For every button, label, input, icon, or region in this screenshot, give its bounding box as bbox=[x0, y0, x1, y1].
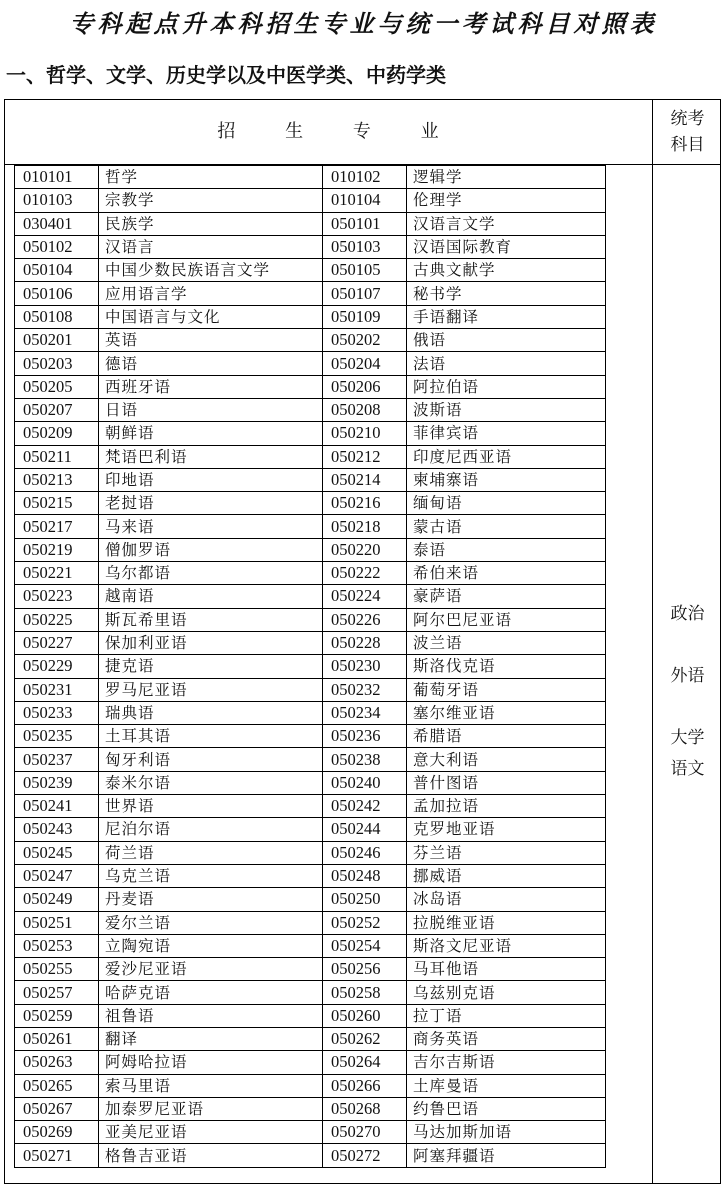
major-code-cell: 050247 bbox=[15, 864, 99, 887]
table-row bbox=[15, 1051, 606, 1074]
major-code-cell: 050214 bbox=[323, 468, 407, 491]
major-name-cell: 马耳他语 bbox=[407, 958, 606, 981]
major-name-cell: 芬兰语 bbox=[407, 841, 606, 864]
major-code-cell: 050260 bbox=[323, 1004, 407, 1027]
major-name-cell: 泰米尔语 bbox=[99, 771, 323, 794]
major-name-cell: 蒙古语 bbox=[407, 515, 606, 538]
major-name-cell: 阿拉伯语 bbox=[407, 375, 606, 398]
table-row bbox=[15, 678, 606, 701]
major-name-cell: 罗马尼亚语 bbox=[99, 678, 323, 701]
major-name-cell: 汉语言 bbox=[99, 235, 323, 258]
major-name-cell: 乌尔都语 bbox=[99, 562, 323, 585]
major-code-cell: 050233 bbox=[15, 701, 99, 724]
major-code-cell: 050102 bbox=[15, 235, 99, 258]
major-code-cell: 010103 bbox=[15, 189, 99, 212]
major-name-cell: 翻译 bbox=[99, 1027, 323, 1050]
table-row bbox=[15, 166, 606, 189]
major-code-cell: 050220 bbox=[323, 538, 407, 561]
major-name-cell: 爱沙尼亚语 bbox=[99, 958, 323, 981]
major-name-cell: 普什图语 bbox=[407, 771, 606, 794]
major-code-cell: 050109 bbox=[323, 305, 407, 328]
major-code-cell: 050107 bbox=[323, 282, 407, 305]
major-code-cell: 050221 bbox=[15, 562, 99, 585]
major-name-cell: 丹麦语 bbox=[99, 888, 323, 911]
table-row bbox=[15, 492, 606, 515]
major-code-cell: 050268 bbox=[323, 1097, 407, 1120]
major-code-cell: 050108 bbox=[15, 305, 99, 328]
major-code-cell: 050238 bbox=[323, 748, 407, 771]
table-row bbox=[15, 1121, 606, 1144]
major-code-cell: 050272 bbox=[323, 1144, 407, 1167]
major-code-cell: 050236 bbox=[323, 725, 407, 748]
major-name-cell: 波斯语 bbox=[407, 398, 606, 421]
table-row bbox=[15, 259, 606, 282]
major-code-cell: 050237 bbox=[15, 748, 99, 771]
table-row bbox=[15, 515, 606, 538]
major-code-cell: 050234 bbox=[323, 701, 407, 724]
major-name-cell: 逻辑学 bbox=[407, 166, 606, 189]
major-code-cell: 050246 bbox=[323, 841, 407, 864]
major-name-cell: 阿塞拜疆语 bbox=[407, 1144, 606, 1167]
major-name-cell: 波兰语 bbox=[407, 631, 606, 654]
major-column-header: 招 生 专 业 bbox=[217, 121, 439, 142]
major-code-cell: 050253 bbox=[15, 934, 99, 957]
major-name-cell: 伦理学 bbox=[407, 189, 606, 212]
major-code-cell: 050228 bbox=[323, 631, 407, 654]
major-code-cell: 050241 bbox=[15, 795, 99, 818]
major-code-cell: 050219 bbox=[15, 538, 99, 561]
major-code-cell: 050223 bbox=[15, 585, 99, 608]
table-row bbox=[15, 981, 606, 1004]
table-row bbox=[15, 934, 606, 957]
major-code-cell: 050263 bbox=[15, 1051, 99, 1074]
major-code-cell: 050256 bbox=[323, 958, 407, 981]
major-name-cell: 希腊语 bbox=[407, 725, 606, 748]
major-name-cell: 菲律宾语 bbox=[407, 422, 606, 445]
major-name-cell: 梵语巴利语 bbox=[99, 445, 323, 468]
major-name-cell: 瑞典语 bbox=[99, 701, 323, 724]
major-code-cell: 050206 bbox=[323, 375, 407, 398]
major-code-cell: 050248 bbox=[323, 864, 407, 887]
table-row bbox=[15, 864, 606, 887]
major-name-cell: 马来语 bbox=[99, 515, 323, 538]
major-code-cell: 050261 bbox=[15, 1027, 99, 1050]
major-code-cell: 050242 bbox=[323, 795, 407, 818]
major-name-cell: 中国语言与文化 bbox=[99, 305, 323, 328]
subject-header-line-2: 科目 bbox=[670, 135, 705, 155]
major-name-cell: 斯洛伐克语 bbox=[407, 655, 606, 678]
major-name-cell: 商务英语 bbox=[407, 1027, 606, 1050]
major-name-cell: 吉尔吉斯语 bbox=[407, 1051, 606, 1074]
table-row bbox=[15, 958, 606, 981]
table-row bbox=[15, 282, 606, 305]
major-code-cell: 050213 bbox=[15, 468, 99, 491]
major-name-cell: 加泰罗尼亚语 bbox=[99, 1097, 323, 1120]
major-code-cell: 050215 bbox=[15, 492, 99, 515]
major-code-cell: 050210 bbox=[323, 422, 407, 445]
major-name-cell: 西班牙语 bbox=[99, 375, 323, 398]
subject-column-header bbox=[654, 106, 721, 158]
major-name-cell: 僧伽罗语 bbox=[99, 538, 323, 561]
table-row bbox=[15, 1144, 606, 1167]
major-code-cell: 050254 bbox=[323, 934, 407, 957]
major-name-cell: 英语 bbox=[99, 329, 323, 352]
table-row bbox=[15, 1074, 606, 1097]
major-name-cell: 汉语国际教育 bbox=[407, 235, 606, 258]
major-name-cell: 葡萄牙语 bbox=[407, 678, 606, 701]
major-code-cell: 010101 bbox=[15, 166, 99, 189]
table-row bbox=[15, 445, 606, 468]
major-name-cell: 斯洛文尼亚语 bbox=[407, 934, 606, 957]
major-code-cell: 050271 bbox=[15, 1144, 99, 1167]
major-name-cell: 哈萨克语 bbox=[99, 981, 323, 1004]
major-code-cell: 050266 bbox=[323, 1074, 407, 1097]
major-code-cell: 050249 bbox=[15, 888, 99, 911]
major-name-cell: 古典文献学 bbox=[407, 259, 606, 282]
major-name-cell: 匈牙利语 bbox=[99, 748, 323, 771]
major-name-cell: 手语翻译 bbox=[407, 305, 606, 328]
table-row bbox=[15, 422, 606, 445]
majors-table bbox=[14, 165, 606, 1168]
major-code-cell: 050244 bbox=[323, 818, 407, 841]
subject-politics: 政治 bbox=[670, 604, 705, 624]
major-code-cell: 050207 bbox=[15, 398, 99, 421]
major-name-cell: 阿姆哈拉语 bbox=[99, 1051, 323, 1074]
table-row bbox=[15, 748, 606, 771]
major-name-cell: 中国少数民族语言文学 bbox=[99, 259, 323, 282]
table-row bbox=[15, 1004, 606, 1027]
table-row bbox=[15, 701, 606, 724]
major-code-cell: 050245 bbox=[15, 841, 99, 864]
subject-foreign-language: 外语 bbox=[670, 666, 705, 686]
major-code-cell: 050231 bbox=[15, 678, 99, 701]
table-row bbox=[15, 1097, 606, 1120]
major-name-cell: 荷兰语 bbox=[99, 841, 323, 864]
major-code-cell: 050264 bbox=[323, 1051, 407, 1074]
table-row bbox=[15, 911, 606, 934]
major-name-cell: 意大利语 bbox=[407, 748, 606, 771]
major-code-cell: 050257 bbox=[15, 981, 99, 1004]
document-title: 专科起点升本科招生专业与统一考试科目对照表 bbox=[69, 9, 658, 38]
major-name-cell: 保加利亚语 bbox=[99, 631, 323, 654]
table-row bbox=[15, 725, 606, 748]
major-name-cell: 冰岛语 bbox=[407, 888, 606, 911]
table-row bbox=[15, 352, 606, 375]
major-name-cell: 德语 bbox=[99, 352, 323, 375]
subject-header-line-1: 统考 bbox=[670, 109, 705, 129]
major-name-cell: 格鲁吉亚语 bbox=[99, 1144, 323, 1167]
major-code-cell: 050255 bbox=[15, 958, 99, 981]
major-name-cell: 亚美尼亚语 bbox=[99, 1121, 323, 1144]
exam-subjects bbox=[654, 599, 721, 785]
major-code-cell: 050265 bbox=[15, 1074, 99, 1097]
table-row bbox=[15, 1027, 606, 1050]
major-code-cell: 050270 bbox=[323, 1121, 407, 1144]
major-code-cell: 050269 bbox=[15, 1121, 99, 1144]
major-name-cell: 宗教学 bbox=[99, 189, 323, 212]
table-row bbox=[15, 212, 606, 235]
major-name-cell: 俄语 bbox=[407, 329, 606, 352]
major-name-cell: 法语 bbox=[407, 352, 606, 375]
major-name-cell: 拉脱维亚语 bbox=[407, 911, 606, 934]
major-code-cell: 050204 bbox=[323, 352, 407, 375]
major-name-cell: 立陶宛语 bbox=[99, 934, 323, 957]
major-name-cell: 老挝语 bbox=[99, 492, 323, 515]
major-name-cell: 乌兹别克语 bbox=[407, 981, 606, 1004]
major-code-cell: 050203 bbox=[15, 352, 99, 375]
major-code-cell: 050101 bbox=[323, 212, 407, 235]
subject-college-chinese-line-1: 大学 bbox=[670, 728, 705, 748]
major-name-cell: 尼泊尔语 bbox=[99, 818, 323, 841]
major-code-cell: 010104 bbox=[323, 189, 407, 212]
major-name-cell: 索马里语 bbox=[99, 1074, 323, 1097]
major-code-cell: 050227 bbox=[15, 631, 99, 654]
major-name-cell: 越南语 bbox=[99, 585, 323, 608]
major-name-cell: 日语 bbox=[99, 398, 323, 421]
table-row bbox=[15, 841, 606, 864]
table-row bbox=[15, 538, 606, 561]
major-name-cell: 印地语 bbox=[99, 468, 323, 491]
major-code-cell: 050230 bbox=[323, 655, 407, 678]
major-code-cell: 050239 bbox=[15, 771, 99, 794]
table-row bbox=[15, 375, 606, 398]
major-name-cell: 挪威语 bbox=[407, 864, 606, 887]
major-name-cell: 豪萨语 bbox=[407, 585, 606, 608]
major-name-cell: 克罗地亚语 bbox=[407, 818, 606, 841]
major-code-cell: 050243 bbox=[15, 818, 99, 841]
major-code-cell: 050240 bbox=[323, 771, 407, 794]
major-name-cell: 印度尼西亚语 bbox=[407, 445, 606, 468]
major-code-cell: 050218 bbox=[323, 515, 407, 538]
major-code-cell: 050217 bbox=[15, 515, 99, 538]
major-code-cell: 050262 bbox=[323, 1027, 407, 1050]
table-row bbox=[15, 468, 606, 491]
major-name-cell: 哲学 bbox=[99, 166, 323, 189]
major-name-cell: 拉丁语 bbox=[407, 1004, 606, 1027]
major-name-cell: 塞尔维亚语 bbox=[407, 701, 606, 724]
major-code-cell: 050258 bbox=[323, 981, 407, 1004]
table-row bbox=[15, 795, 606, 818]
table-row bbox=[15, 562, 606, 585]
major-name-cell: 阿尔巴尼亚语 bbox=[407, 608, 606, 631]
major-name-cell: 秘书学 bbox=[407, 282, 606, 305]
major-code-cell: 050208 bbox=[323, 398, 407, 421]
major-name-cell: 缅甸语 bbox=[407, 492, 606, 515]
major-name-cell: 祖鲁语 bbox=[99, 1004, 323, 1027]
table-row bbox=[15, 585, 606, 608]
major-code-cell: 050251 bbox=[15, 911, 99, 934]
table-row bbox=[15, 235, 606, 258]
major-code-cell: 050202 bbox=[323, 329, 407, 352]
major-name-cell: 爱尔兰语 bbox=[99, 911, 323, 934]
table-row bbox=[15, 608, 606, 631]
major-name-cell: 约鲁巴语 bbox=[407, 1097, 606, 1120]
column-divider bbox=[652, 99, 653, 1184]
table-row bbox=[15, 655, 606, 678]
major-name-cell: 孟加拉语 bbox=[407, 795, 606, 818]
major-code-cell: 050226 bbox=[323, 608, 407, 631]
major-code-cell: 010102 bbox=[323, 166, 407, 189]
section-heading: 一、哲学、文学、历史学以及中医学类、中药学类 bbox=[6, 63, 446, 87]
major-code-cell: 050222 bbox=[323, 562, 407, 585]
major-code-cell: 050267 bbox=[15, 1097, 99, 1120]
major-name-cell: 马达加斯加语 bbox=[407, 1121, 606, 1144]
major-code-cell: 050225 bbox=[15, 608, 99, 631]
major-name-cell: 泰语 bbox=[407, 538, 606, 561]
major-code-cell: 050229 bbox=[15, 655, 99, 678]
major-name-cell: 希伯来语 bbox=[407, 562, 606, 585]
major-name-cell: 世界语 bbox=[99, 795, 323, 818]
subject-college-chinese-line-2: 语文 bbox=[670, 759, 705, 779]
major-code-cell: 050106 bbox=[15, 282, 99, 305]
major-code-cell: 050252 bbox=[323, 911, 407, 934]
major-code-cell: 050104 bbox=[15, 259, 99, 282]
major-name-cell: 民族学 bbox=[99, 212, 323, 235]
major-code-cell: 050212 bbox=[323, 445, 407, 468]
table-row bbox=[15, 631, 606, 654]
major-name-cell: 汉语言文学 bbox=[407, 212, 606, 235]
major-code-cell: 050205 bbox=[15, 375, 99, 398]
major-name-cell: 应用语言学 bbox=[99, 282, 323, 305]
major-code-cell: 050209 bbox=[15, 422, 99, 445]
majors-table-body bbox=[15, 166, 606, 1168]
major-code-cell: 050105 bbox=[323, 259, 407, 282]
table-row bbox=[15, 305, 606, 328]
major-code-cell: 050103 bbox=[323, 235, 407, 258]
major-code-cell: 050259 bbox=[15, 1004, 99, 1027]
major-code-cell: 050201 bbox=[15, 329, 99, 352]
table-row bbox=[15, 771, 606, 794]
major-name-cell: 捷克语 bbox=[99, 655, 323, 678]
major-code-cell: 050235 bbox=[15, 725, 99, 748]
table-row bbox=[15, 398, 606, 421]
major-name-cell: 土库曼语 bbox=[407, 1074, 606, 1097]
major-name-cell: 朝鲜语 bbox=[99, 422, 323, 445]
major-name-cell: 乌克兰语 bbox=[99, 864, 323, 887]
major-code-cell: 050232 bbox=[323, 678, 407, 701]
table-row bbox=[15, 818, 606, 841]
major-name-cell: 柬埔寨语 bbox=[407, 468, 606, 491]
major-name-cell: 斯瓦希里语 bbox=[99, 608, 323, 631]
major-code-cell: 050224 bbox=[323, 585, 407, 608]
major-code-cell: 050211 bbox=[15, 445, 99, 468]
major-code-cell: 050216 bbox=[323, 492, 407, 515]
major-code-cell: 030401 bbox=[15, 212, 99, 235]
table-row bbox=[15, 189, 606, 212]
major-code-cell: 050250 bbox=[323, 888, 407, 911]
table-row bbox=[15, 329, 606, 352]
major-name-cell: 土耳其语 bbox=[99, 725, 323, 748]
table-row bbox=[15, 888, 606, 911]
